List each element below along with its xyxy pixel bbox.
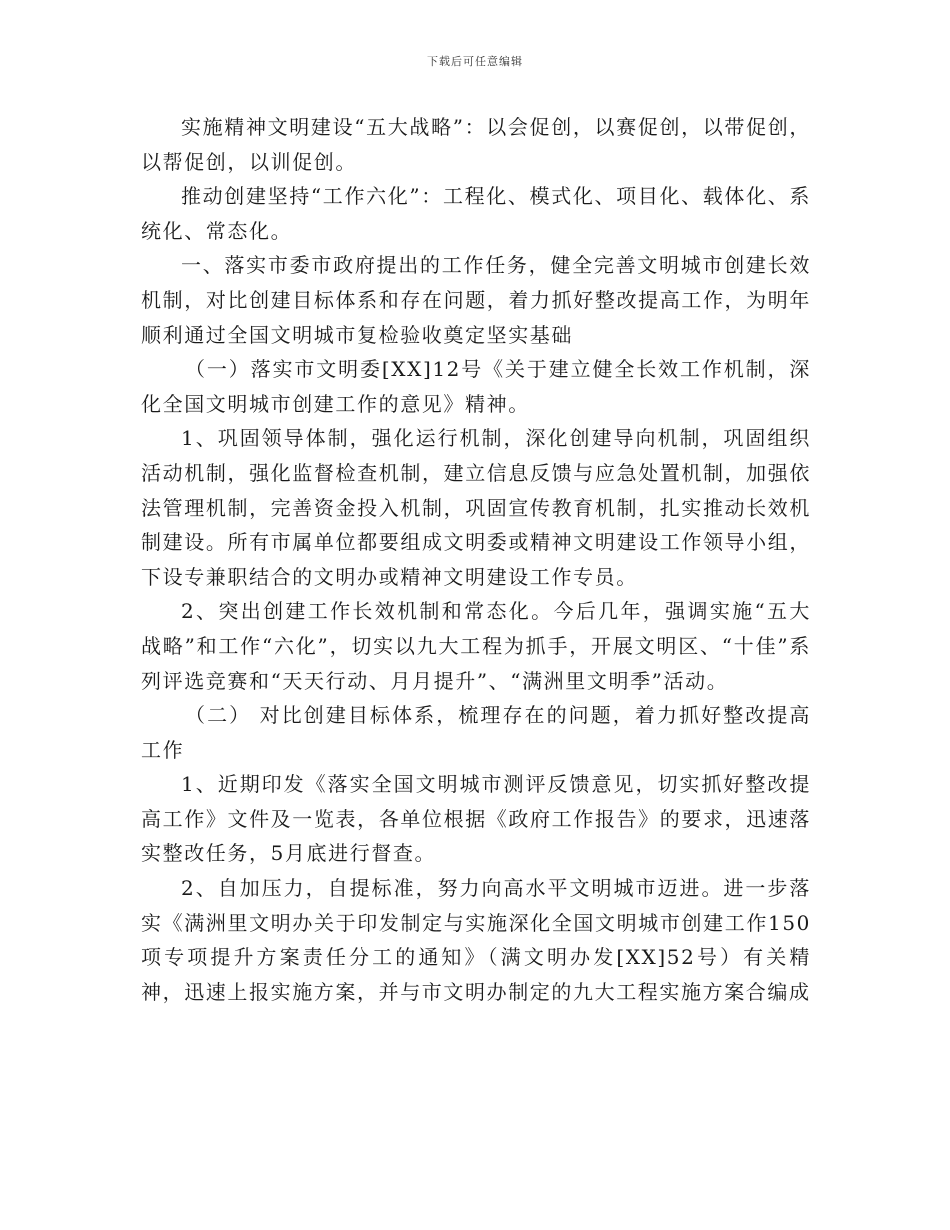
section-heading: 一、落实市委市政府提出的工作任务，健全完善文明城市创建长效机制，对比创建目标体系和存在问题，着力抓好整改提高工作，为明年顺利通过全国文明城市复检验收奠定坚实基础 <box>141 253 811 347</box>
subsection-heading: （二） 对比创建目标体系，梳理存在的问题，着力抓好整改提高工作 <box>141 703 811 762</box>
paragraph: 推动创建坚持“工作六化”：工程化、模式化、项目化、载体化、系统化、常态化。 <box>141 184 811 243</box>
subsection-heading: （一）落实市文明委[XX]12号《关于建立健全长效工作机制，深化全国文明城市创建工作的意见》精神。 <box>141 357 811 416</box>
paragraph: 2、自加压力，自提标准，努力向高水平文明城市迈进。进一步落实《满洲里文明办关于印发制定与实施深化全国文明城市创建工作150项专项提升方案责任分工的通知》（满文明办发[XX]52号）有关精神，迅速上报实施方案，并与市文明办制定的九大工程实施方案合编成 <box>141 876 811 1004</box>
page-header: 下载后可任意编辑 <box>427 55 523 68</box>
paragraph: 2、突出创建工作长效机制和常态化。今后几年，强调实施“五大战略”和工作“六化”，切实以九大工程为抓手，开展文明区、“十佳”系列评选竞赛和“天天行动、月月提升”、“满洲里文明季”活动。 <box>141 599 811 693</box>
paragraph: 1、巩固领导体制，强化运行机制，深化创建导向机制，巩固组织活动机制，强化监督检查机制，建立信息反馈与应急处置机制，加强依法管理机制，完善资金投入机制，巩固宣传教育机制，扎实推动长效机制建设。所有市属单位都要组成文明委或精神文明建设工作领导小组，下设专兼职结合的文明办或精神文明建设工作专员。 <box>141 426 811 589</box>
paragraph: 实施精神文明建设“五大战略”：以会促创，以赛促创，以带促创，以帮促创，以训促创。 <box>141 115 811 174</box>
paragraph: 1、近期印发《落实全国文明城市测评反馈意见，切实抓好整改提高工作》文件及一览表，各单位根据《政府工作报告》的要求，迅速落实整改任务，5月底进行督查。 <box>141 772 811 866</box>
document-body <box>141 110 811 1009</box>
